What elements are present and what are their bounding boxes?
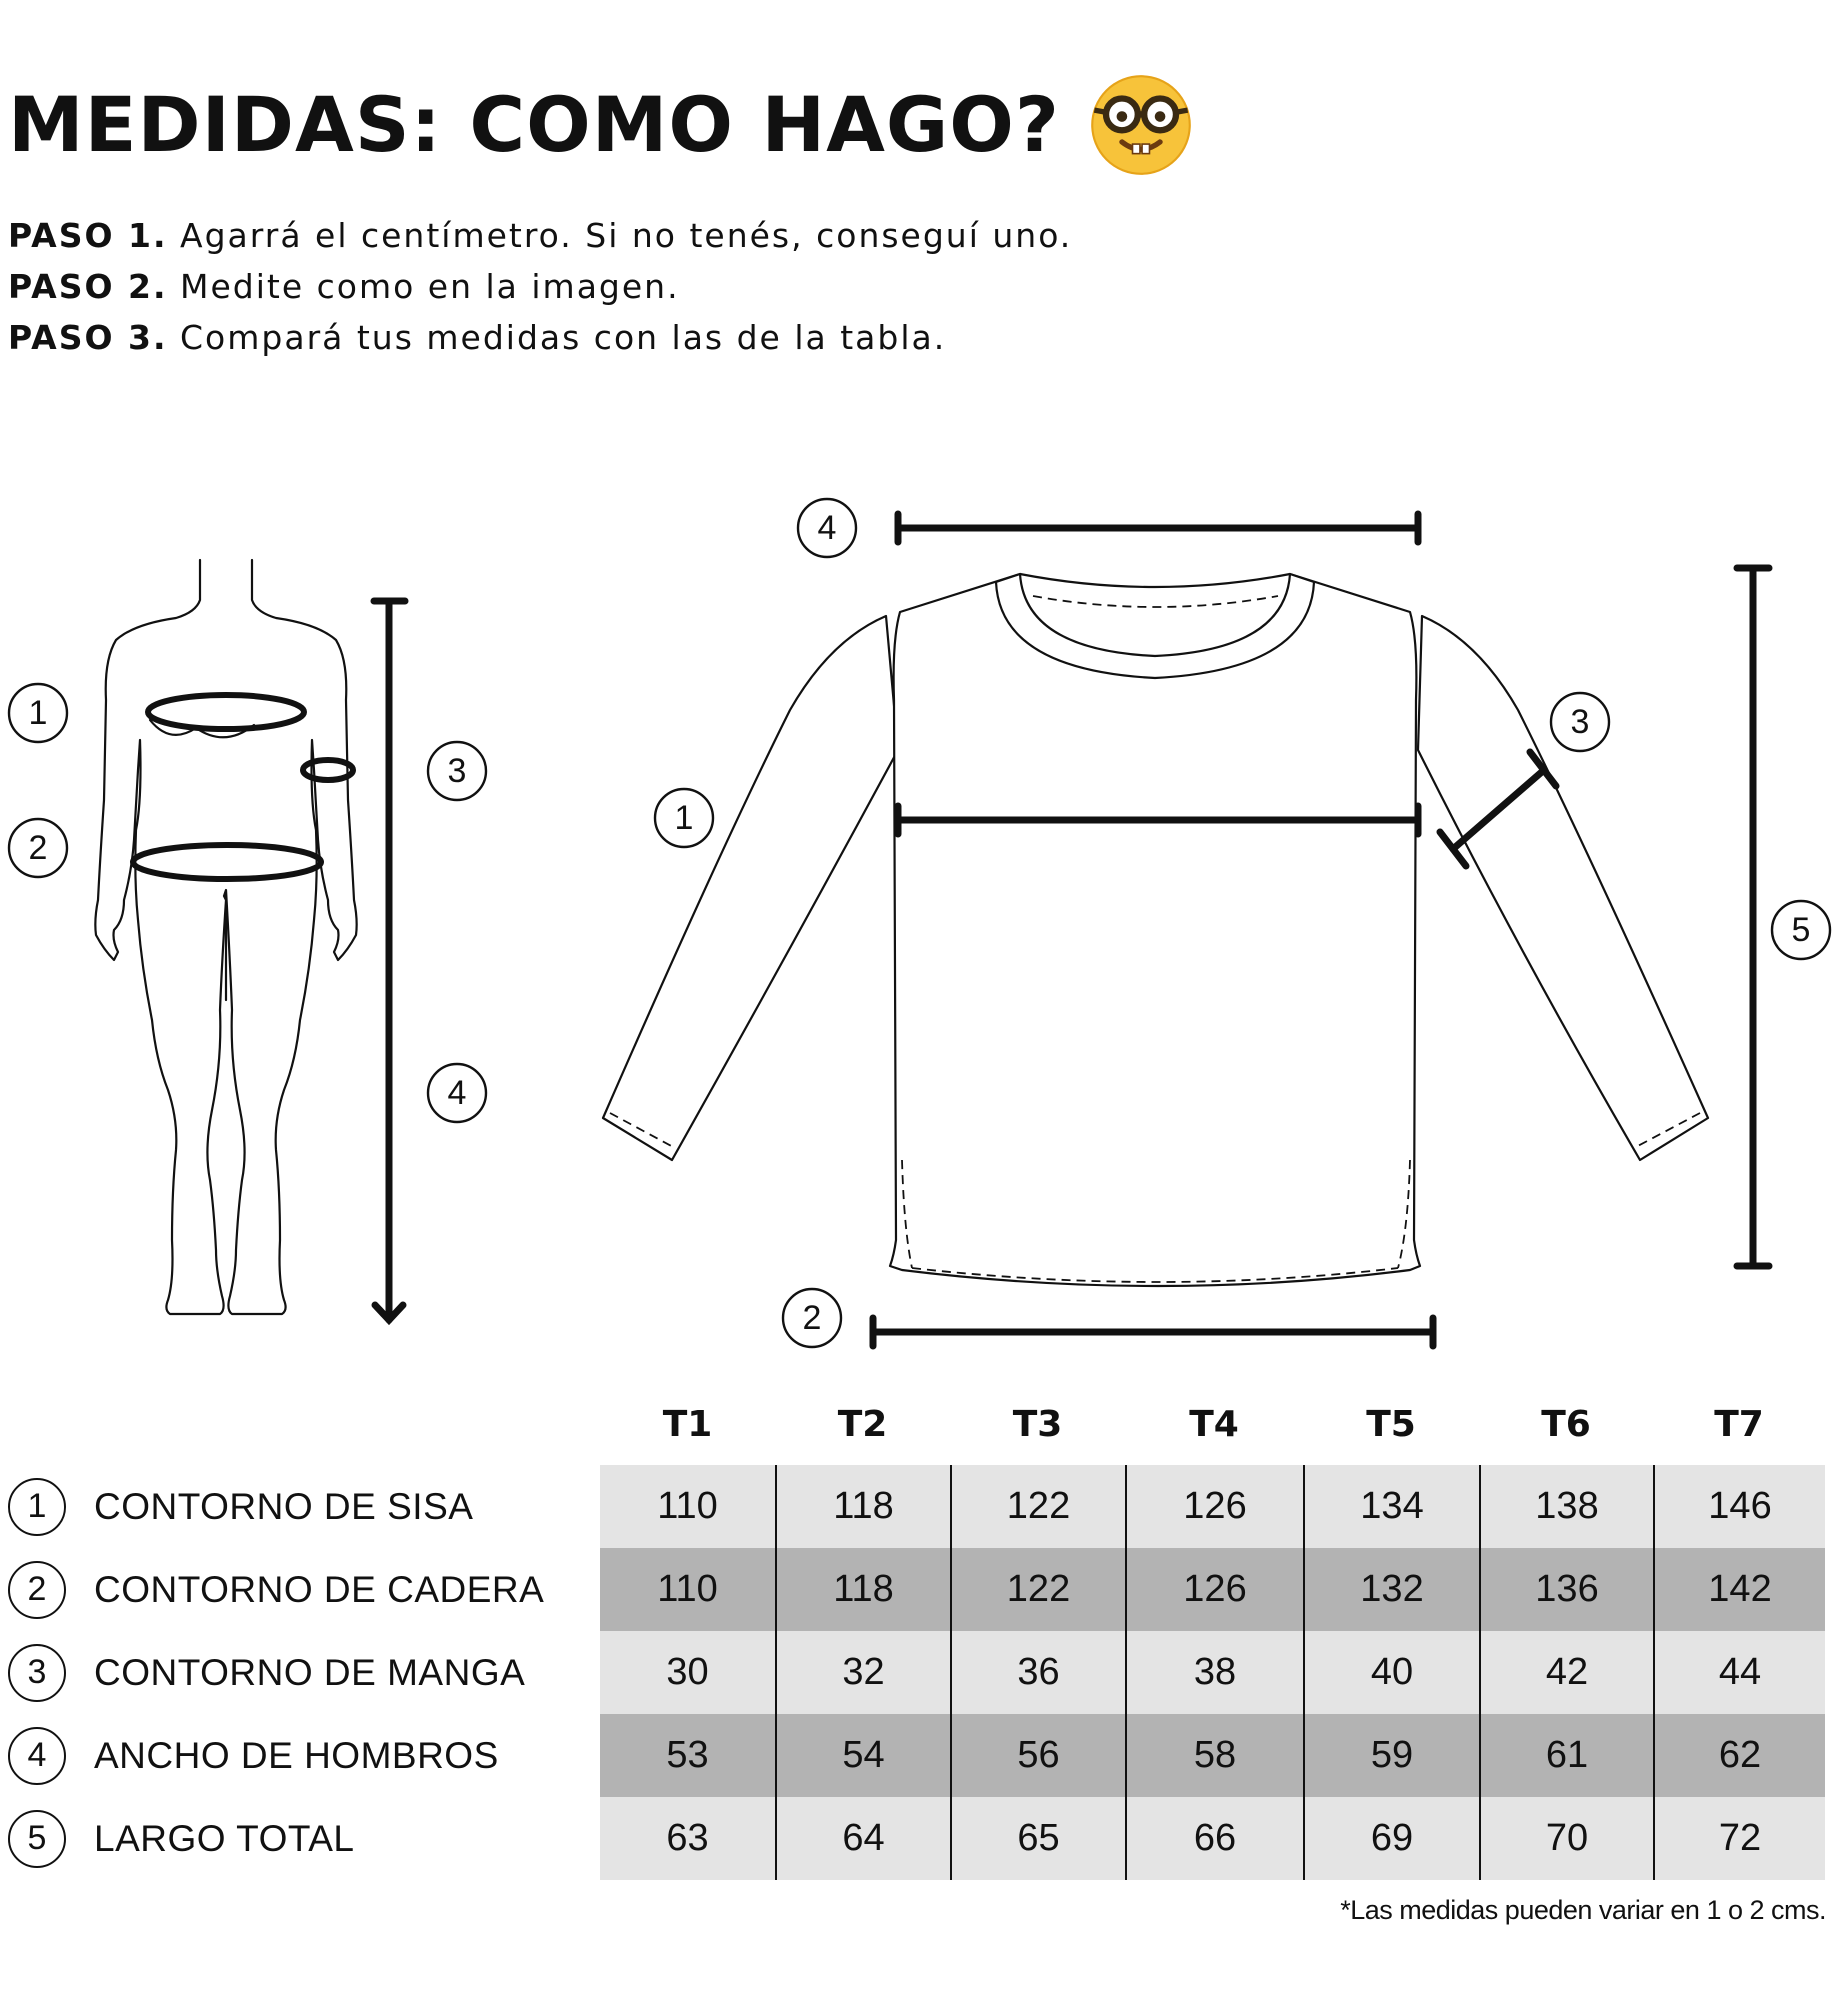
table-cell: 63 — [666, 1817, 709, 1859]
svg-text:5: 5 — [1791, 911, 1811, 949]
table-cell: 126 — [1125, 1465, 1303, 1548]
table-cell: 56 — [950, 1714, 1125, 1797]
measurement-label-row — [8, 1714, 544, 1797]
table-cell: 54 — [775, 1714, 950, 1797]
table-cell: 40 — [1303, 1631, 1479, 1714]
size-header-cell: T3 — [1012, 1404, 1063, 1445]
measurement-label: ANCHO DE HOMBROS — [94, 1734, 499, 1776]
size-header-cell: T6 — [1541, 1404, 1591, 1445]
table-cell: 70 — [1479, 1797, 1653, 1880]
svg-text:4: 4 — [817, 509, 837, 547]
measurement-label: LARGO TOTAL — [94, 1817, 355, 1859]
garment-marker-3 — [1551, 693, 1609, 751]
svg-text:4: 4 — [447, 1074, 467, 1112]
table-cell: 65 — [950, 1797, 1125, 1880]
table-cell: 59 — [1303, 1714, 1479, 1797]
table-cell: 146 — [1653, 1465, 1825, 1548]
garment-marker-4 — [798, 499, 856, 557]
body-marker-2 — [9, 819, 67, 877]
measurement-number-badge: 2 — [8, 1561, 66, 1619]
table-cell: 132 — [1303, 1548, 1479, 1631]
table-row — [600, 1465, 1825, 1548]
step-2-label: PASO 2. — [8, 267, 168, 306]
table-cell: 30 — [666, 1651, 709, 1693]
table-cell: 136 — [1479, 1548, 1653, 1631]
measurement-number-badge: 4 — [8, 1727, 66, 1785]
table-cell: 58 — [1125, 1714, 1303, 1797]
measurement-label: CONTORNO DE CADERA — [94, 1568, 545, 1610]
table-cell: 110 — [657, 1568, 718, 1610]
garment-marker-1 — [655, 789, 713, 847]
svg-text:3: 3 — [447, 752, 467, 790]
size-header-cell: T2 — [837, 1404, 888, 1445]
table-cell: 66 — [1125, 1797, 1303, 1880]
table-cell: 44 — [1653, 1631, 1825, 1714]
left-sleeve — [603, 616, 898, 1160]
table-cell: 62 — [1653, 1714, 1825, 1797]
measurement-number-badge: 1 — [8, 1478, 66, 1536]
garment-figure — [603, 499, 1830, 1347]
svg-text:1: 1 — [28, 694, 48, 732]
step-1-text: Agarrá el centímetro. Si no tenés, conseguí uno. — [180, 216, 1073, 255]
measurement-labels — [8, 1465, 544, 1880]
measurement-label-row — [8, 1797, 544, 1880]
step-3-label: PASO 3. — [8, 318, 168, 357]
body-marker-4 — [428, 1064, 486, 1122]
measurement-number-badge: 3 — [8, 1644, 66, 1702]
table-cell: 64 — [775, 1797, 950, 1880]
shirt-body — [890, 574, 1420, 1286]
svg-text:3: 3 — [1570, 703, 1590, 741]
size-header-cell: T7 — [1714, 1404, 1764, 1445]
table-cell: 38 — [1125, 1631, 1303, 1714]
svg-text:2: 2 — [28, 829, 48, 867]
table-cell: 53 — [666, 1734, 709, 1776]
footnote: *Las medidas pueden variar en 1 o 2 cms. — [1340, 1895, 1826, 1925]
measurement-label-row — [8, 1631, 544, 1714]
size-grid — [600, 1465, 1825, 1880]
body-figure — [9, 560, 486, 1320]
table-cell: 118 — [775, 1548, 950, 1631]
table-cell: 110 — [657, 1485, 718, 1527]
table-row — [600, 1631, 1825, 1714]
table-cell: 126 — [1125, 1548, 1303, 1631]
garment-marker-5 — [1772, 901, 1830, 959]
size-header-cell: T4 — [1189, 1404, 1239, 1445]
table-cell: 32 — [775, 1631, 950, 1714]
body-marker-1 — [9, 684, 67, 742]
svg-text:2: 2 — [802, 1299, 822, 1337]
page-title-text: MEDIDAS: COMO HAGO? — [8, 80, 1060, 169]
table-row — [600, 1548, 1825, 1631]
svg-text:1: 1 — [674, 799, 694, 837]
measurement-label: CONTORNO DE SISA — [94, 1485, 474, 1527]
size-header-row — [600, 1395, 1825, 1455]
table-cell: 118 — [775, 1465, 950, 1548]
table-cell: 42 — [1479, 1631, 1653, 1714]
step-2-text: Medite como en la imagen. — [180, 267, 680, 306]
table-cell: 134 — [1303, 1465, 1479, 1548]
table-cell: 142 — [1653, 1548, 1825, 1631]
size-header-cell: T1 — [662, 1404, 713, 1445]
table-cell: 122 — [950, 1548, 1125, 1631]
size-header-cell: T5 — [1366, 1404, 1416, 1445]
measurement-label: CONTORNO DE MANGA — [94, 1651, 526, 1693]
measurement-number-badge: 5 — [8, 1810, 66, 1868]
step-3-text: Compará tus medidas con las de la tabla. — [180, 318, 947, 357]
table-cell: 69 — [1303, 1797, 1479, 1880]
measurement-label-row — [8, 1465, 544, 1548]
table-cell: 72 — [1653, 1797, 1825, 1880]
table-cell: 138 — [1479, 1465, 1653, 1548]
table-row — [600, 1797, 1825, 1880]
measurement-label-row — [8, 1548, 544, 1631]
table-cell: 36 — [950, 1631, 1125, 1714]
table-cell: 61 — [1479, 1714, 1653, 1797]
table-cell: 122 — [950, 1465, 1125, 1548]
garment-marker-2 — [783, 1289, 841, 1347]
table-row — [600, 1714, 1825, 1797]
step-1-label: PASO 1. — [8, 216, 168, 255]
body-marker-3 — [428, 742, 486, 800]
